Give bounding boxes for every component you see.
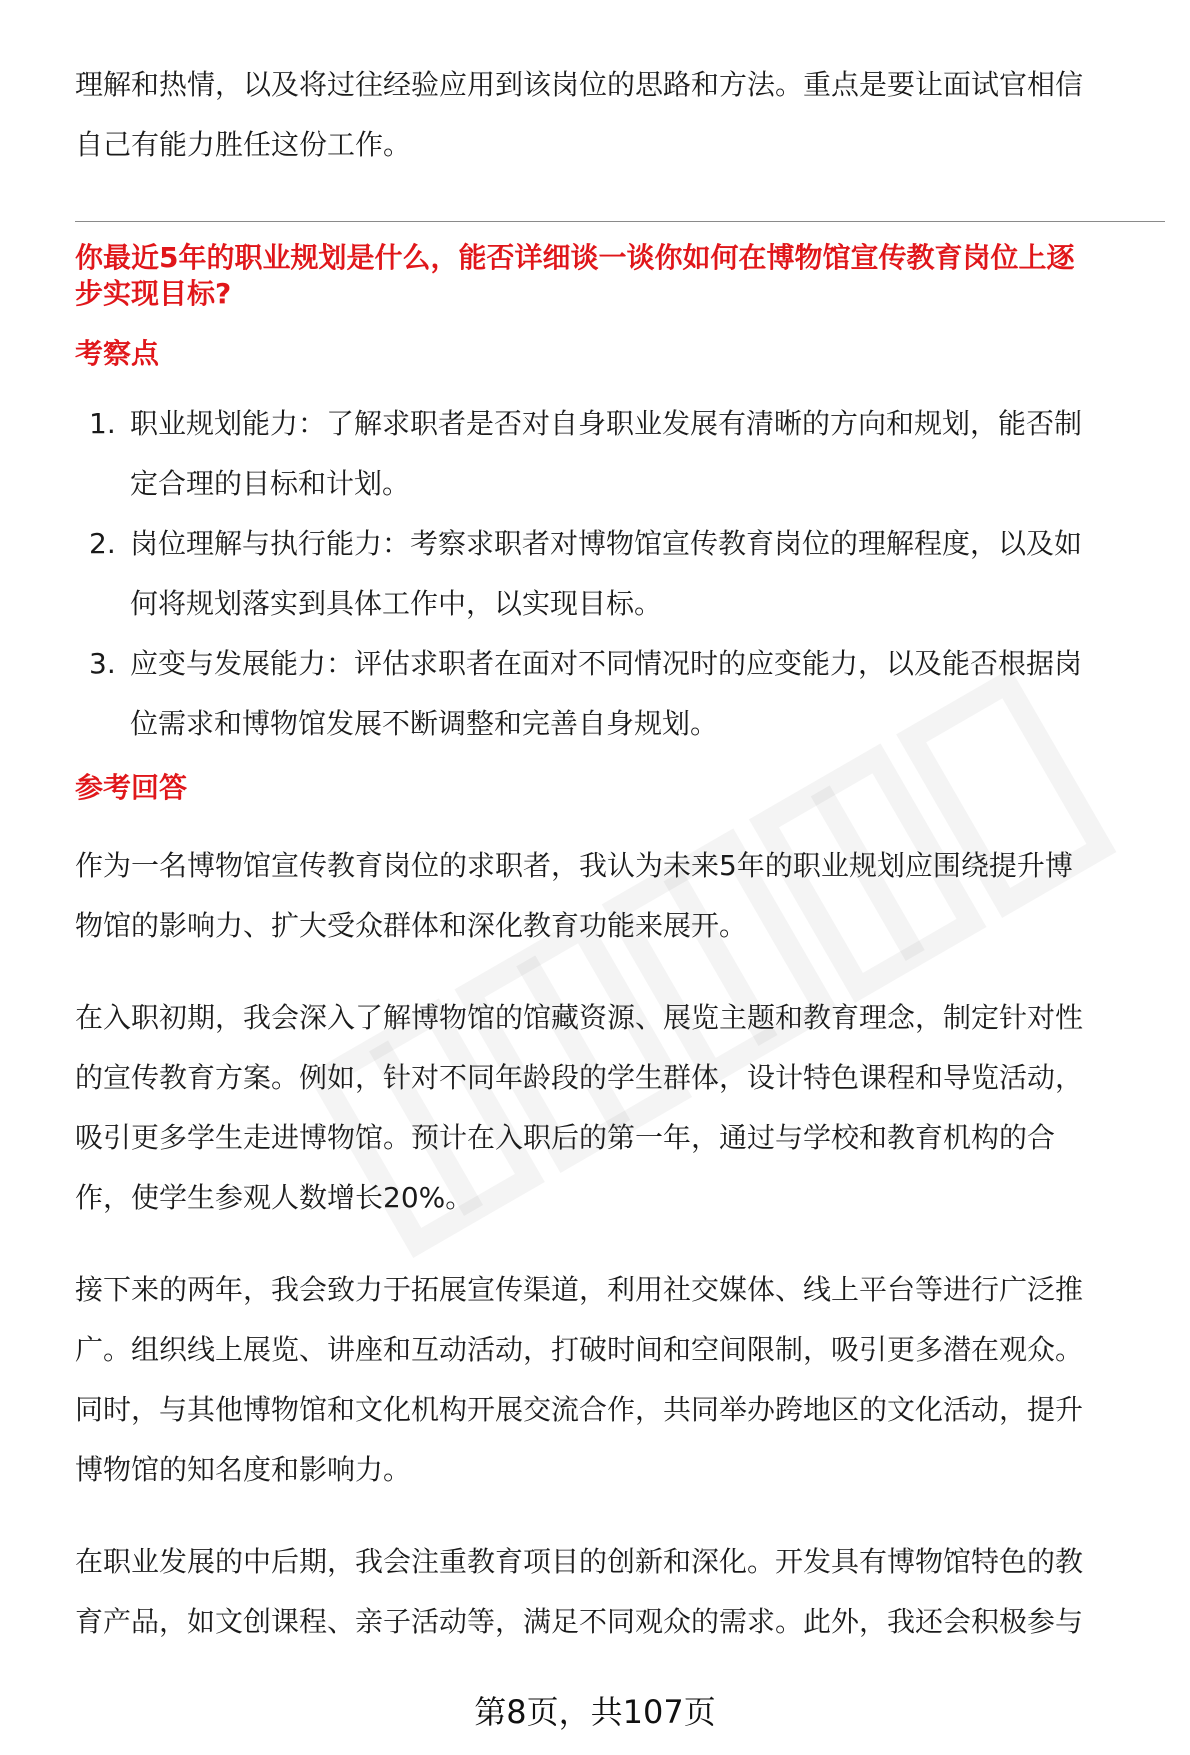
answer-line: 吸引更多学生走进博物馆。预计在入职后的第一年，通过与学校和教育机构的合 (75, 1121, 1056, 1154)
question-line: 步实现目标? (75, 277, 232, 310)
list-line: 定合理的目标和计划。 (130, 467, 411, 500)
list-number: 3. (89, 647, 116, 680)
list-item (75, 514, 1165, 634)
intro-paragraph (75, 55, 1165, 175)
answer-line: 在入职初期，我会深入了解博物馆的馆藏资源、展览主题和教育理念，制定针对性 (75, 1001, 1084, 1034)
answer-line: 作为一名博物馆宣传教育岗位的求职者，我认为未来5年的职业规划应围绕提升博 (75, 849, 1073, 882)
list-number: 1. (89, 407, 116, 440)
list-line: 岗位理解与执行能力：考察求职者对博物馆宣传教育岗位的理解程度，以及如 (130, 527, 1083, 560)
list-line: 应变与发展能力：评估求职者在面对不同情况时的应变能力，以及能否根据岗 (130, 647, 1083, 680)
section-divider (75, 221, 1165, 222)
list-number: 2. (89, 527, 116, 560)
answer-line: 接下来的两年，我会致力于拓展宣传渠道，利用社交媒体、线上平台等进行广泛推 (75, 1273, 1084, 1306)
answer-paragraph (75, 1260, 1165, 1500)
list-line: 职业规划能力：了解求职者是否对自身职业发展有清晰的方向和规划，能否制 (130, 407, 1083, 440)
answer-line: 物馆的影响力、扩大受众群体和深化教育功能来展开。 (75, 909, 748, 942)
answer-body (75, 836, 1165, 1652)
answer-line: 广。组织线上展览、讲座和互动活动，打破时间和空间限制，吸引更多潜在观众。 (75, 1333, 1084, 1366)
list-line: 位需求和博物馆发展不断调整和完善自身规划。 (130, 707, 719, 740)
list-line: 何将规划落实到具体工作中，以实现目标。 (130, 587, 663, 620)
answer-paragraph (75, 1532, 1165, 1652)
list-item (75, 634, 1165, 754)
answer-heading: 参考回答 (75, 771, 188, 804)
answer-line: 博物馆的知名度和影响力。 (75, 1453, 412, 1486)
intro-line: 自己有能力胜任这份工作。 (75, 128, 412, 161)
focus-heading: 考察点 (75, 337, 160, 370)
answer-line: 同时，与其他博物馆和文化机构开展交流合作，共同举办跨地区的文化活动，提升 (75, 1393, 1084, 1426)
answer-line: 在职业发展的中后期，我会注重教育项目的创新和深化。开发具有博物馆特色的教 (75, 1545, 1084, 1578)
answer-paragraph (75, 836, 1165, 956)
answer-paragraph (75, 988, 1165, 1228)
answer-line: 的宣传教育方案。例如，针对不同年龄段的学生群体，设计特色课程和导览活动， (75, 1061, 1084, 1094)
answer-line: 育产品，如文创课程、亲子活动等，满足不同观众的需求。此外，我还会积极参与 (75, 1605, 1084, 1638)
answer-line: 作，使学生参观人数增长20%。 (75, 1181, 474, 1214)
document-page (75, 55, 1165, 1652)
question-line: 你最近5年的职业规划是什么，能否详细谈一谈你如何在博物馆宣传教育岗位上逐 (75, 241, 1075, 274)
list-item (75, 394, 1165, 514)
interview-question (75, 240, 1165, 312)
focus-list (75, 394, 1165, 754)
intro-line: 理解和热情，以及将过往经验应用到该岗位的思路和方法。重点是要让面试官相信 (75, 68, 1084, 101)
page-number: 第8页，共107页 (474, 1693, 716, 1731)
